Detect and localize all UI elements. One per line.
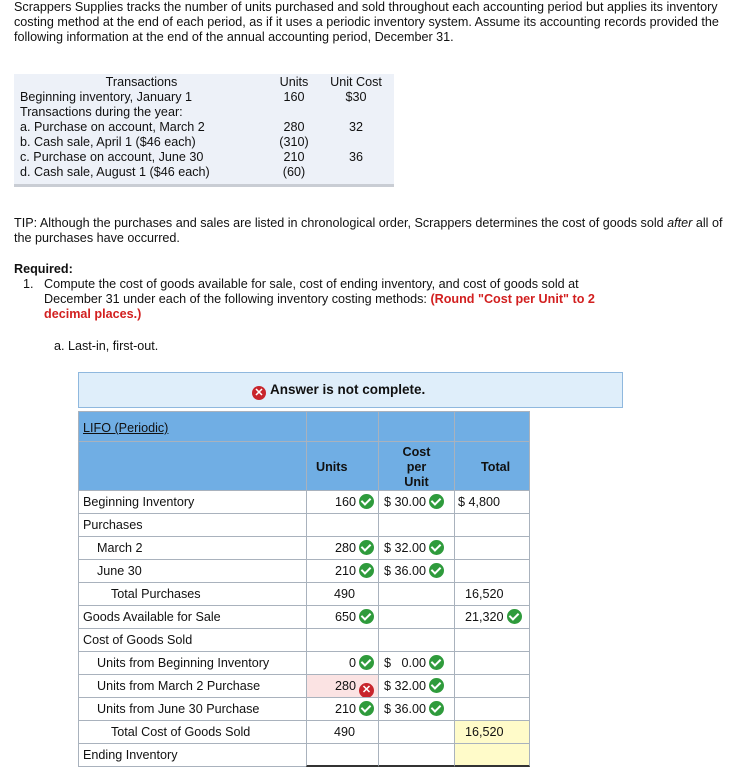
tx-row <box>14 90 394 105</box>
check-icon <box>359 701 374 716</box>
row-label: Units from March 2 Purchase <box>97 679 261 693</box>
error-x-icon: ✕ <box>252 386 266 400</box>
required-text <box>44 277 634 322</box>
tx-label: b. Cash sale, April 1 ($46 each) <box>20 135 196 149</box>
check-icon <box>359 540 374 555</box>
check-icon <box>429 540 444 555</box>
cost-value: $ 32.00 <box>384 679 427 693</box>
row-label-cell <box>78 536 307 560</box>
tx-row <box>14 150 394 165</box>
cost-input[interactable] <box>378 536 455 560</box>
rounding-note: (Round "Cost per Unit" to 2 decimal places.) <box>44 292 595 321</box>
tx-cost: $30 <box>345 90 367 104</box>
total-computed <box>454 490 530 514</box>
check-icon <box>429 655 444 670</box>
units-value: 160 <box>334 495 356 509</box>
units-value: 210 <box>334 564 356 578</box>
row-label: Ending Inventory <box>83 748 178 762</box>
tx-units: 210 <box>283 150 305 164</box>
units-value: 490 <box>334 587 356 601</box>
cost-input[interactable] <box>378 651 455 675</box>
transactions-table <box>14 74 394 187</box>
total-cell-empty <box>454 628 530 652</box>
tx-units: (60) <box>282 165 306 179</box>
row-label: Units from June 30 Purchase <box>97 702 260 716</box>
col-cost-header <box>378 441 455 491</box>
row-label-cell <box>78 513 307 537</box>
units-input[interactable] <box>306 697 379 721</box>
cost-currency: $ <box>384 656 392 670</box>
answer-status-message <box>252 382 425 400</box>
row-label: Total Purchases <box>111 587 201 601</box>
cost-value: $ 32.00 <box>384 541 427 555</box>
check-icon <box>359 655 374 670</box>
units-value: 280 <box>334 541 356 555</box>
cost-input[interactable] <box>378 674 455 698</box>
total-cogs-input[interactable] <box>454 720 530 744</box>
cost-input[interactable] <box>378 490 455 514</box>
row-label-cell <box>78 605 307 629</box>
units-cell-empty <box>306 513 379 537</box>
col-cost-line2: per <box>406 460 427 474</box>
lifo-header-blank <box>306 411 379 442</box>
row-label-cell <box>78 490 307 514</box>
ending-inventory-input[interactable] <box>454 743 530 767</box>
cost-cell-empty <box>378 605 455 629</box>
units-input[interactable] <box>306 559 379 583</box>
cost-value: 0.00 <box>401 656 427 670</box>
check-icon <box>429 701 444 716</box>
lifo-header-blank <box>78 441 307 491</box>
lifo-title-cell <box>78 411 307 442</box>
units-input[interactable] <box>306 490 379 514</box>
units-input[interactable] <box>306 536 379 560</box>
units-input-incorrect[interactable] <box>306 674 379 698</box>
tip-italic: after <box>667 216 693 230</box>
check-icon <box>429 494 444 509</box>
tx-units: 280 <box>283 120 305 134</box>
units-value: 650 <box>334 610 356 624</box>
row-label: Purchases <box>83 518 143 532</box>
tx-row <box>14 120 394 135</box>
units-value: 0 <box>348 656 356 670</box>
col-units-header <box>306 441 379 491</box>
check-icon <box>429 678 444 693</box>
units-value: 280 <box>334 679 356 693</box>
row-label-cell <box>78 651 307 675</box>
row-label-cell <box>78 697 307 721</box>
row-label: June 30 <box>97 564 142 578</box>
tx-row <box>14 165 394 180</box>
units-cell-empty <box>306 743 379 767</box>
tx-label: Transactions during the year: <box>20 105 183 119</box>
tx-header-unit-cost: Unit Cost <box>330 75 382 89</box>
tx-header-units: Units <box>279 75 309 89</box>
lifo-title[interactable]: LIFO (Periodic) <box>83 421 169 435</box>
col-total-label: Total <box>481 460 511 474</box>
cost-input[interactable] <box>378 559 455 583</box>
tx-row <box>14 105 394 120</box>
check-icon <box>359 609 374 624</box>
lifo-table <box>78 411 530 767</box>
check-icon <box>429 563 444 578</box>
required-body: Compute the cost of goods available for sale, cost of ending inventory, and cost of goods sold at December 31 under each of the following inventory costing methods: <box>44 277 579 306</box>
total-cell-empty <box>454 697 530 721</box>
tx-label: Beginning inventory, January 1 <box>20 90 192 104</box>
total-value: 21,320 <box>465 610 504 624</box>
tx-label: c. Purchase on account, June 30 <box>20 150 204 164</box>
answer-status-banner <box>78 372 623 408</box>
tx-units: 160 <box>283 90 305 104</box>
total-cell-empty <box>454 651 530 675</box>
required-number: 1. <box>23 277 34 291</box>
cost-value: $ 36.00 <box>384 564 427 578</box>
total-cell-empty <box>454 559 530 583</box>
row-label: March 2 <box>97 541 143 555</box>
check-icon <box>507 609 522 624</box>
total-cell-empty <box>454 674 530 698</box>
units-cell-empty <box>306 628 379 652</box>
row-label-cell <box>78 628 307 652</box>
error-x-icon: ✕ <box>359 683 374 698</box>
row-label-cell <box>78 582 307 606</box>
sub-question: a. Last-in, first-out. <box>54 339 159 353</box>
tx-header-row <box>14 75 394 90</box>
cost-cell-empty <box>378 513 455 537</box>
cost-cell-empty <box>378 743 455 767</box>
tx-cost: 36 <box>348 150 363 164</box>
units-value: 210 <box>334 702 356 716</box>
row-label: Cost of Goods Sold <box>83 633 193 647</box>
tx-cost: 32 <box>348 120 363 134</box>
col-cost-line3: Unit <box>404 475 429 489</box>
problem-intro: Scrappers Supplies tracks the number of units purchased and sold throughout each accounting period but applies its inventory costing method at the end of each period, as if it uses a periodic inventory system. Assume its accounting records provided the following information at the end of the annual accounting period, December 31. <box>14 0 719 44</box>
total-cell-empty <box>454 513 530 537</box>
tip-after: all of the purchases have occurred. <box>14 216 723 245</box>
cost-input[interactable] <box>378 697 455 721</box>
col-cost-line1: Cost <box>402 445 431 459</box>
row-label: Goods Available for Sale <box>83 610 221 624</box>
units-computed <box>306 582 379 606</box>
tx-header-transactions: Transactions <box>105 75 178 89</box>
tx-label: a. Purchase on account, March 2 <box>20 120 205 134</box>
row-label: Units from Beginning Inventory <box>97 656 270 670</box>
total-value: $ 4,800 <box>458 495 501 509</box>
cost-value: $ 36.00 <box>384 702 427 716</box>
total-input[interactable] <box>454 605 530 629</box>
units-computed <box>306 720 379 744</box>
tip-before: TIP: Although the purchases and sales are listed in chronological order, Scrappers determines the cost of goods sold <box>14 216 668 230</box>
required-heading: Required: <box>14 262 73 276</box>
lifo-header-blank <box>454 411 530 442</box>
check-icon <box>359 563 374 578</box>
units-input[interactable] <box>306 651 379 675</box>
row-label-cell <box>78 559 307 583</box>
units-input[interactable] <box>306 605 379 629</box>
check-icon <box>359 494 374 509</box>
row-label: Beginning Inventory <box>83 495 195 509</box>
units-value: 490 <box>334 725 356 739</box>
total-value: 16,520 <box>465 725 504 739</box>
row-label-cell <box>78 743 307 767</box>
total-value: 16,520 <box>465 587 504 601</box>
row-label-cell <box>78 720 307 744</box>
tx-label: d. Cash sale, August 1 ($46 each) <box>20 165 210 179</box>
row-label: Total Cost of Goods Sold <box>111 725 251 739</box>
col-units-label: Units <box>316 460 348 474</box>
col-total-header <box>454 441 530 491</box>
cost-cell-empty <box>378 582 455 606</box>
cost-cell-empty <box>378 720 455 744</box>
total-cell-empty <box>454 536 530 560</box>
lifo-header-blank <box>378 411 455 442</box>
banner-text: Answer is not complete. <box>270 382 426 397</box>
cost-value: $ 30.00 <box>384 495 427 509</box>
cost-cell-empty <box>378 628 455 652</box>
tx-units: (310) <box>279 135 309 149</box>
tip-text <box>14 216 729 246</box>
row-label-cell <box>78 674 307 698</box>
tx-row <box>14 135 394 150</box>
total-computed <box>454 582 530 606</box>
